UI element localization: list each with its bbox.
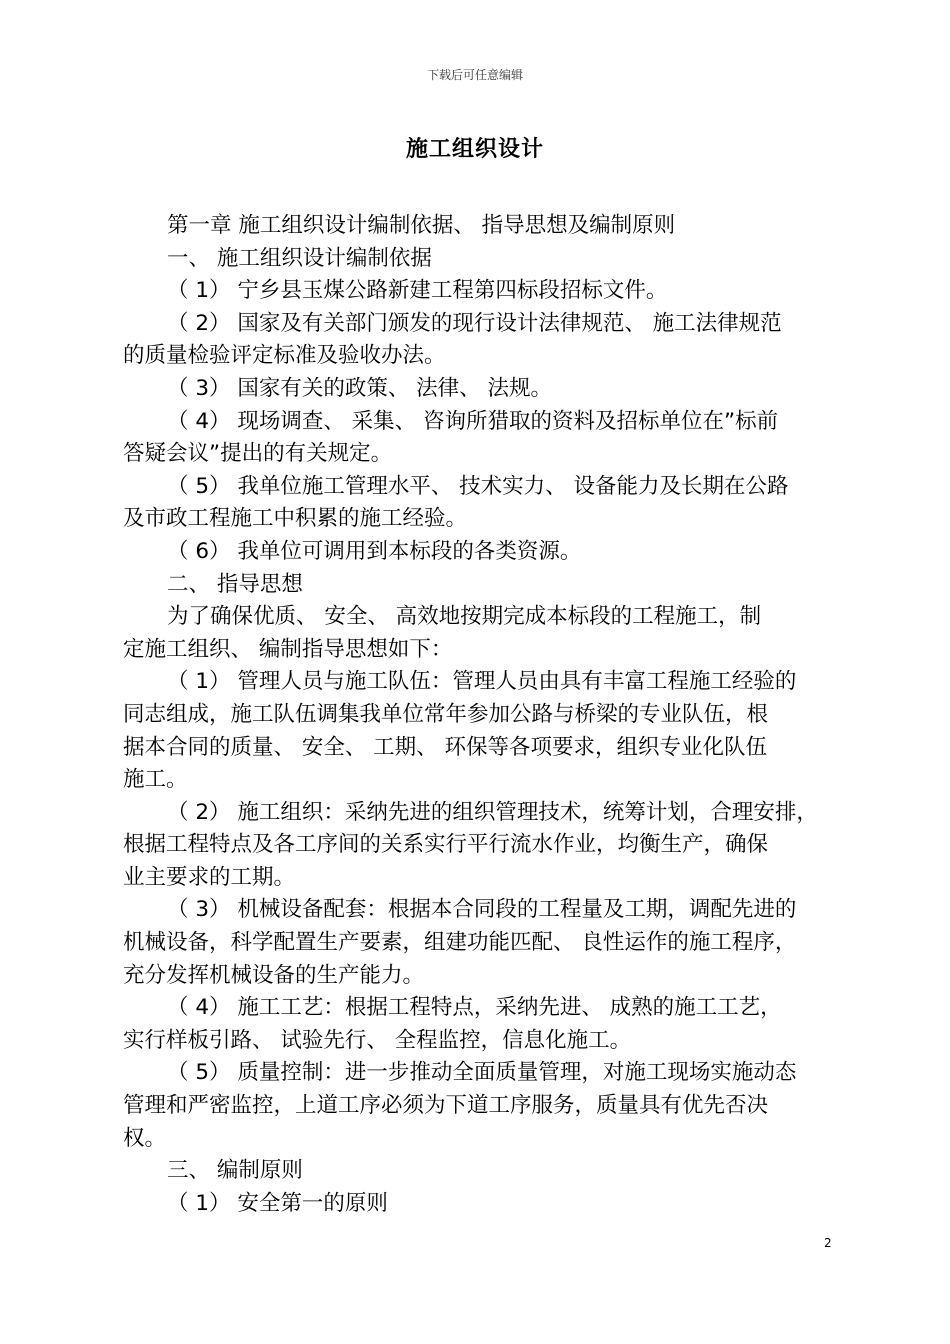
page-header-note: 下载后可任意编辑 bbox=[426, 68, 523, 82]
paragraph-line: 三、 编制原则 bbox=[167, 1158, 303, 1184]
paragraph-line: 机械设备，科学配置生产要素，组建功能匹配、 良性运作的施工程序， bbox=[123, 930, 797, 956]
document-title: 施工组织设计 bbox=[405, 137, 544, 162]
paragraph-line: （ 1） 宁乡县玉煤公路新建工程第四标段招标文件。 bbox=[167, 278, 668, 304]
paragraph-line: 根据工程特点及各工序间的关系实行平行流水作业，均衡生产，确保 bbox=[123, 832, 769, 858]
paragraph-line: （ 4） 现场调查、 采集、 咨询所猎取的资料及招标单位在”标前 bbox=[167, 408, 779, 434]
paragraph-line: 业主要求的工期。 bbox=[123, 864, 296, 890]
paragraph-line: （ 6） 我单位可调用到本标段的各类资源。 bbox=[167, 538, 582, 564]
paragraph-line: （ 1） 管理人员与施工队伍：管理人员由具有丰富工程施工经验的 bbox=[167, 669, 797, 695]
document-body bbox=[123, 210, 843, 1220]
paragraph-line: （ 4） 施工工艺：根据工程特点，采纳先进、 成熟的施工工艺， bbox=[167, 995, 782, 1021]
paragraph-line: 定施工组织、 编制指导思想如下： bbox=[123, 636, 453, 662]
paragraph-line: 一、 施工组织设计编制依据 bbox=[167, 245, 432, 271]
paragraph-line: 二、 指导思想 bbox=[167, 571, 303, 597]
paragraph-line: 为了确保优质、 安全、 高效地按期完成本标段的工程施工，制 bbox=[167, 604, 762, 630]
paragraph-line: （ 3） 机械设备配套：根据本合同段的工程量及工期，调配先进的 bbox=[167, 897, 797, 923]
paragraph-line: 答疑会议”提出的有关规定。 bbox=[123, 441, 393, 467]
paragraph-line: （ 3） 国家有关的政策、 法律、 法规。 bbox=[167, 375, 553, 401]
paragraph-line: 据本合同的质量、 安全、 工期、 环保等各项要求，组织专业化队伍 bbox=[123, 734, 768, 760]
paragraph-line: 实行样板引路、 试验先行、 全程监控，信息化施工。 bbox=[123, 1027, 632, 1053]
paragraph-line: （ 2） 施工组织：采纳先进的组织管理技术，统筹计划，合理安排， bbox=[167, 799, 818, 825]
paragraph-line: 充分发挥机械设备的生产能力。 bbox=[123, 962, 425, 988]
paragraph-line: （ 5） 我单位施工管理水平、 技术实力、 设备能力及长期在公路 bbox=[167, 473, 789, 499]
paragraph-line: 施工。 bbox=[123, 767, 188, 793]
paragraph-line: （ 5） 质量控制：进一步推动全面质量管理，对施工现场实施动态 bbox=[167, 1060, 797, 1086]
paragraph-line: 第一章 施工组织设计编制依据、 指导思想及编制原则 bbox=[167, 213, 676, 238]
paragraph-line: （ 2） 国家及有关部门颁发的现行设计法律规范、 施工法律规范 bbox=[167, 310, 782, 336]
paragraph-line: （ 1） 安全第一的原则 bbox=[167, 1190, 388, 1216]
paragraph-line: 同志组成，施工队伍调集我单位常年参加公路与桥梁的专业队伍，根 bbox=[123, 701, 769, 727]
paragraph-line: 及市政工程施工中积累的施工经验。 bbox=[123, 506, 468, 532]
paragraph-line: 权。 bbox=[123, 1125, 167, 1151]
page-number: 2 bbox=[824, 1236, 832, 1250]
paragraph-line: 的质量检验评定标准及验收办法。 bbox=[123, 343, 446, 369]
paragraph-line: 管理和严密监控，上道工序必须为下道工序服务，质量具有优先否决 bbox=[123, 1093, 769, 1119]
